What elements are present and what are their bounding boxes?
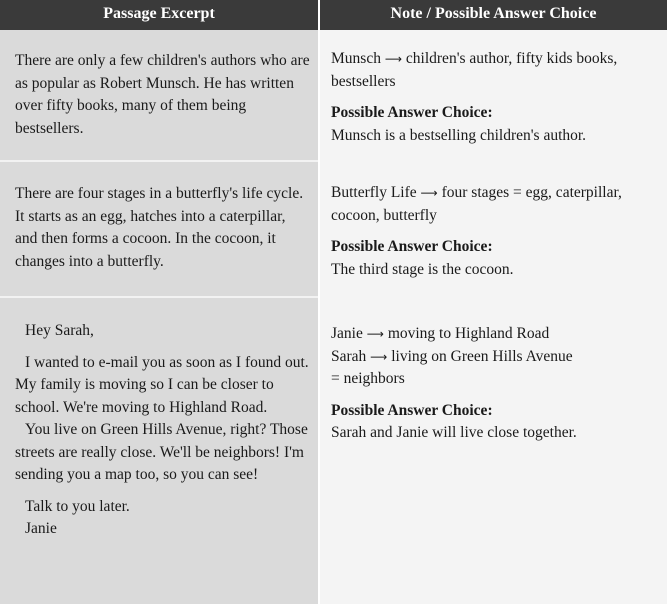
- note-subject: Butterfly Life: [331, 184, 417, 201]
- answer-text: Sarah and Janie will live close together.: [331, 424, 577, 441]
- answer-text: The third stage is the cocoon.: [331, 260, 514, 278]
- note-detail: four stages = egg, caterpillar, cocoon, butterfly: [331, 184, 622, 224]
- answer-text: Munsch is a bestselling children's author.: [331, 126, 587, 144]
- note-line: [331, 182, 657, 227]
- answer-label: Possible Answer Choice:: [331, 104, 493, 121]
- note-cell-1: [331, 48, 657, 147]
- passage-cell-3: [15, 320, 311, 541]
- note-subject: Munsch: [331, 50, 381, 67]
- note-conclusion: = neighbors: [331, 370, 405, 387]
- passage-cell-1: There are only a few children's authors who are as popular as Robert Munsch. He has written over fifty books, many of them being bestsellers.: [15, 52, 310, 137]
- note-line: [331, 48, 657, 93]
- answer-label: Possible Answer Choice:: [331, 401, 493, 419]
- arrow-icon: ⟶: [420, 186, 438, 200]
- letter-paragraph-2: You live on Green Hills Avenue, right? Those streets are really close. We'll be neighbors! I'm sending you a map too, so you can see!: [15, 421, 308, 483]
- note-detail: moving to Highland Road: [387, 325, 550, 342]
- row-separator: [0, 296, 318, 298]
- note-detail: children's author, fifty kids books, bestsellers: [331, 50, 618, 90]
- passage-cell-2: There are four stages in a butterfly's life cycle. It starts as an egg, hatches into a caterpillar, and then forms a cocoon. In the cocoon, it changes into a butterfly.: [15, 185, 304, 270]
- arrow-icon: ⟶: [366, 327, 384, 341]
- note-line: [331, 323, 657, 346]
- answer-label: Possible Answer Choice:: [331, 238, 493, 255]
- passage-header: Passage Excerpt: [0, 0, 318, 30]
- column-divider: [318, 0, 320, 604]
- note-subject: Sarah: [331, 347, 367, 365]
- note-subject: Janie: [331, 325, 363, 342]
- note-cell-2: [331, 182, 657, 281]
- note-line: [331, 346, 657, 369]
- letter-greeting: Hey Sarah,: [25, 322, 94, 339]
- letter-paragraph-1: I wanted to e-mail you as soon as I found out. My family is moving so I can be closer to school. We're moving to Highland Road.: [15, 353, 309, 416]
- arrow-icon: ⟶: [384, 52, 403, 66]
- note-header: Note / Possible Answer Choice: [320, 0, 667, 30]
- row-separator: [0, 160, 318, 162]
- note-cell-3: [331, 323, 657, 445]
- letter-signature: Janie: [25, 520, 57, 537]
- letter-closing: Talk to you later.: [25, 497, 130, 515]
- note-detail: living on Green Hills Avenue: [391, 347, 573, 365]
- arrow-icon: ⟶: [370, 349, 388, 364]
